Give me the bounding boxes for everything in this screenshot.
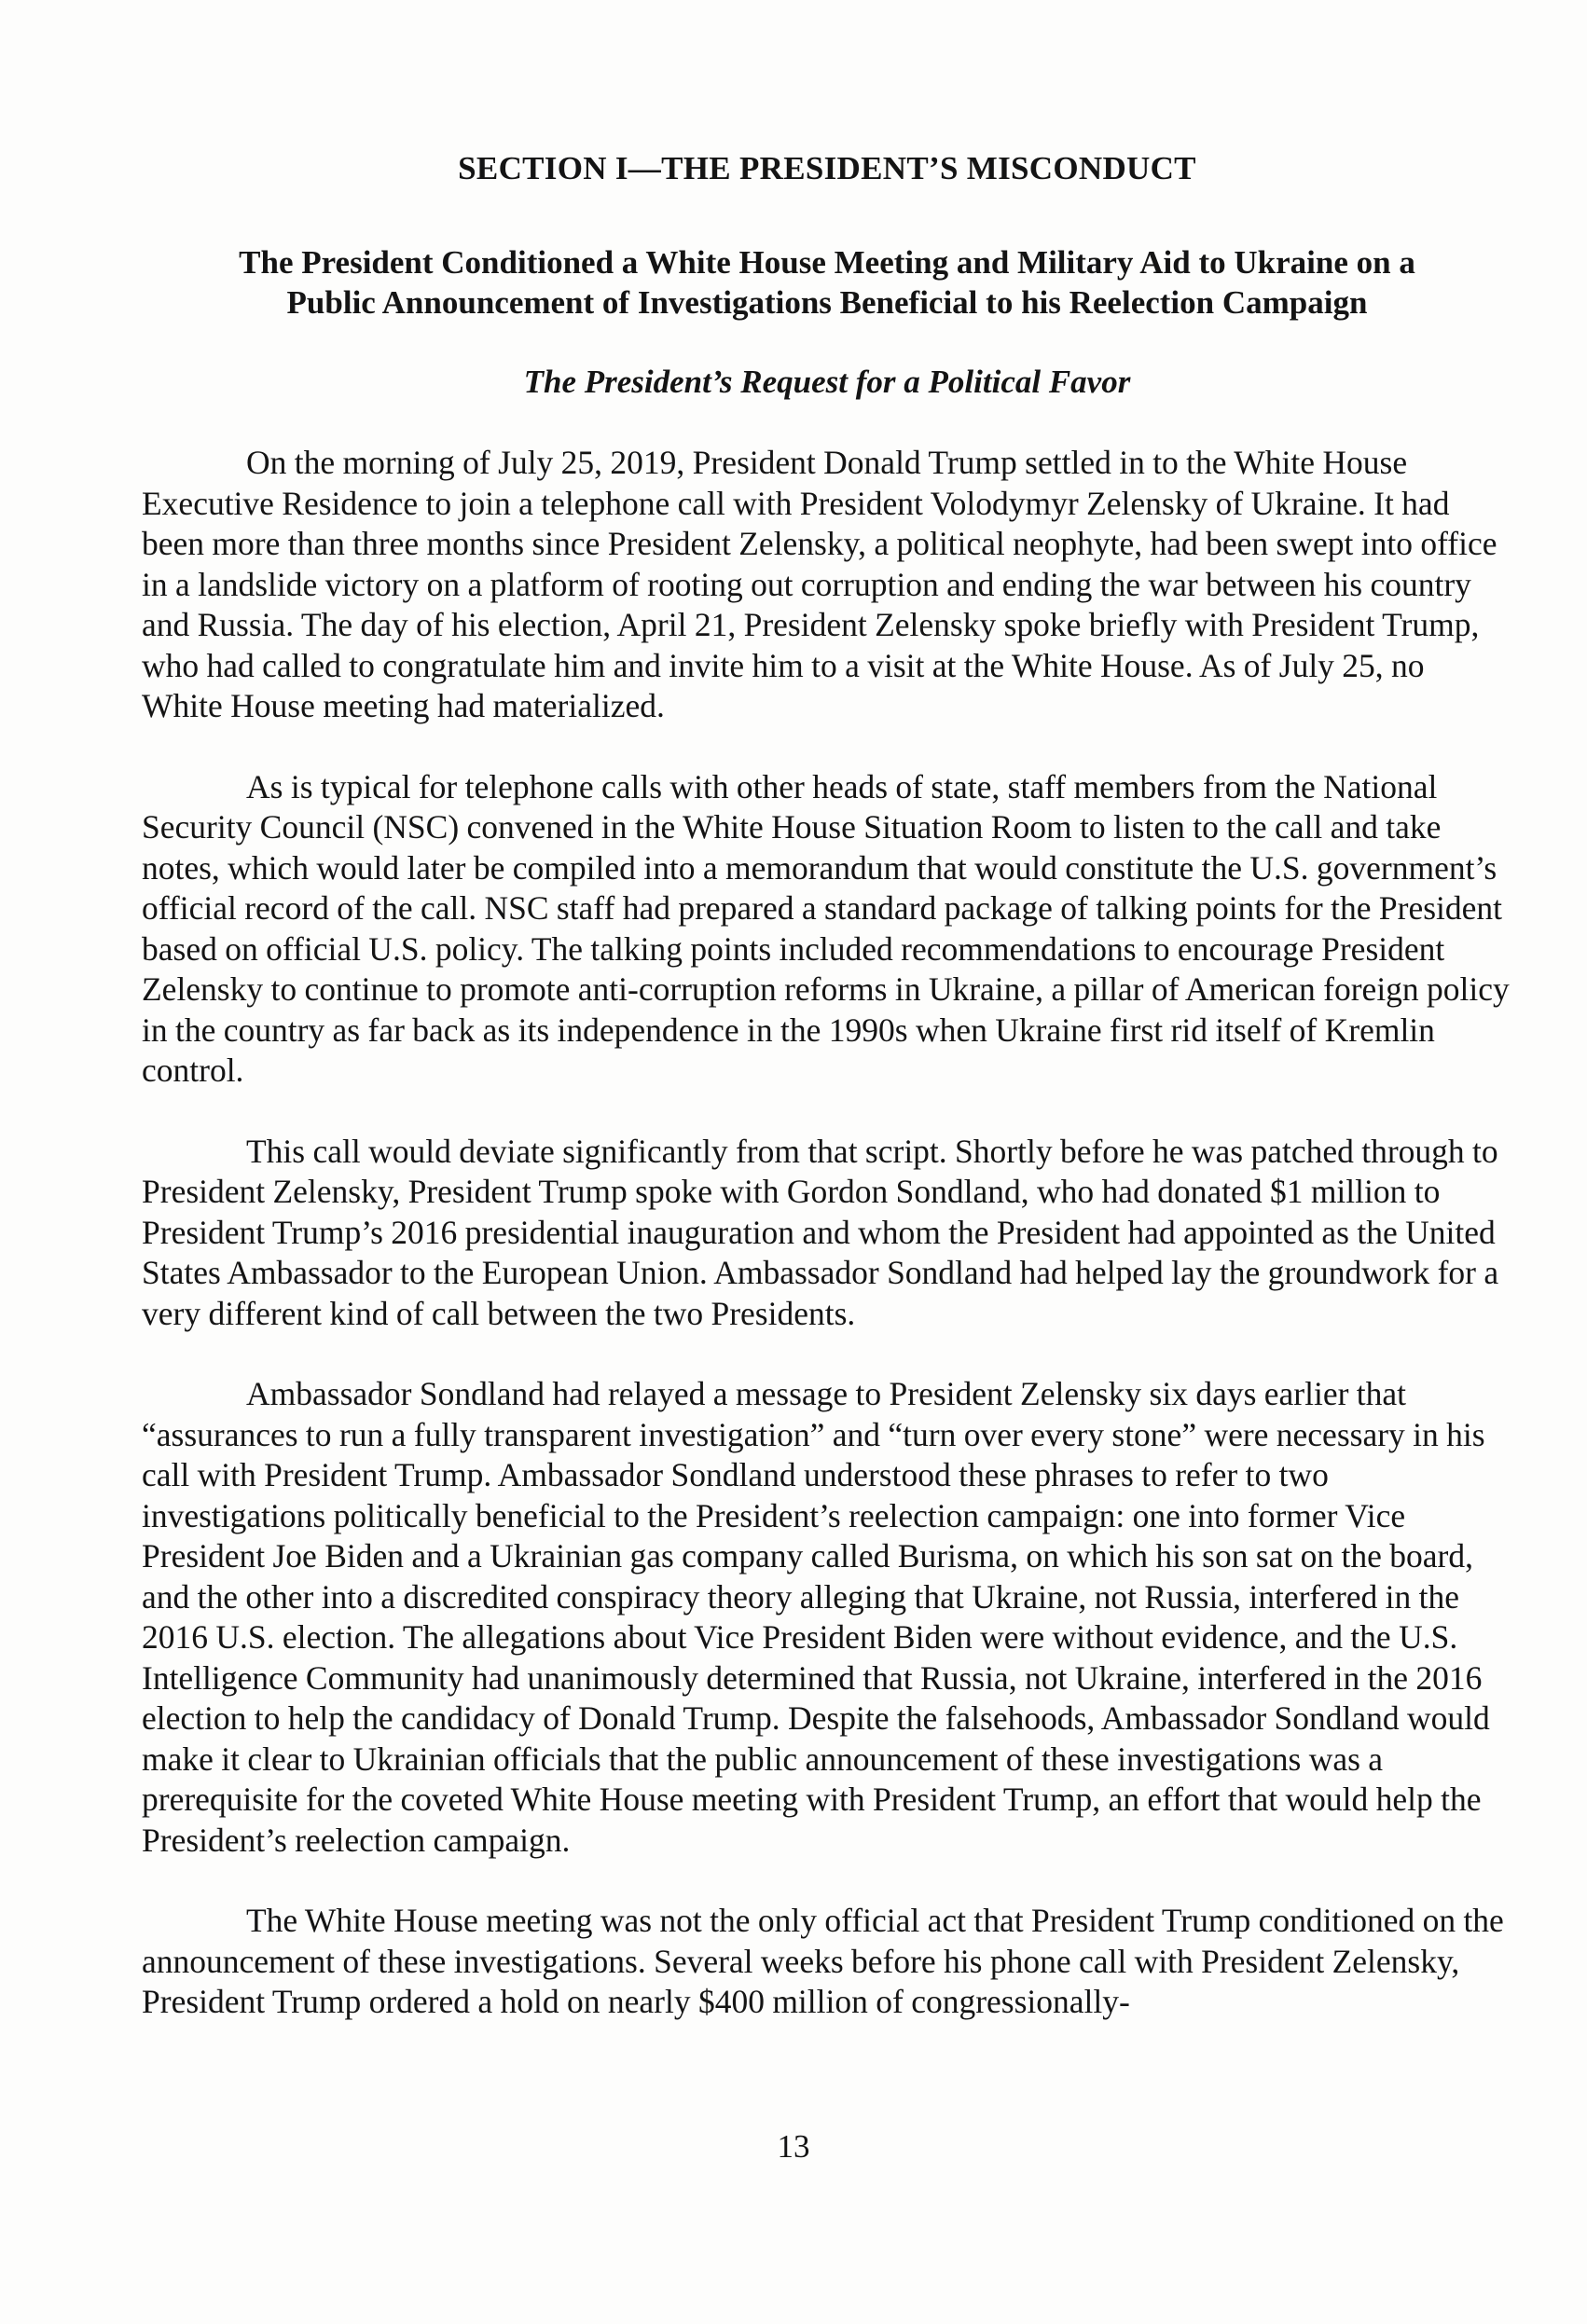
page-number: 13 (777, 2128, 810, 2165)
subheading-line-2: Public Announcement of Investigations Beneficial to his Reelection Campaign (286, 284, 1368, 321)
paragraph-4: Ambassador Sondland had relayed a message to President Zelensky six days earlier that “assurances to run a fully transparent investigation” and “turn over every stone” were necessary in his call with President Trump. Ambassador Sondland understood these phrases to refer to two investigations politically beneficial to the President’s reelection campaign: one into former Vice President Joe Biden and a Ukrainian gas company called Burisma, on which his son sat on the board, and the other into a discredited conspiracy theory alleging that Ukraine, not Russia, interfered in the 2016 U.S. election. The allegations about Vice President Biden were without evidence, and the U.S. Intelligence Community had unanimously determined that Russia, not Ukraine, interfered in the 2016 election to help the candidacy of Donald Trump. Despite the falsehoods, Ambassador Sondland would make it clear to Ukrainian officials that the public announcement of these investigations was a prerequisite for the coveted White House meeting with President Trump, an effort that would help the President’s reelection campaign. (142, 1375, 1490, 1859)
paragraph-1: On the morning of July 25, 2019, President Donald Trump settled in to the White House Executive Residence to join a telephone call with President Volodymyr Zelensky of Ukraine. It had been more than three months since President Zelensky, a political neophyte, had been swept into office in a landslide victory on a platform of rooting out corruption and ending the war between his country and Russia. The day of his election, April 21, President Zelensky spoke briefly with President Trump, who had called to congratulate him and invite him to a visit at the White House. As of July 25, no White House meeting had materialized. (142, 444, 1497, 724)
section-heading: SECTION I—THE PRESIDENT’S MISCONDUCT (458, 150, 1196, 186)
paragraph-3: This call would deviate significantly from that script. Shortly before he was patched through to President Zelensky, President Trump spoke with Gordon Sondland, who had donated $1 million to President Trump’s 2016 presidential inauguration and whom the President had appointed as the United States Ambassador to the European Union. Ambassador Sondland had helped lay the groundwork for a very different kind of call between the two Presidents. (142, 1132, 1499, 1332)
subheading (142, 242, 1512, 323)
subheading-line-1: The President Conditioned a White House Meeting and Military Aid to Ukraine on a (239, 244, 1415, 281)
subtitle: The President’s Request for a Political Favor (523, 364, 1131, 400)
paragraph-5: The White House meeting was not the only official act that President Trump conditioned on the announcement of these investigations. Several weeks before his phone call with President Zelensky, President Trump ordered a hold on nearly $400 million of congressionally- (142, 1902, 1504, 2020)
paragraph-2: As is typical for telephone calls with other heads of state, staff members from the National Security Council (NSC) convened in the White House Situation Room to listen to the call and take notes, which would later be compiled into a memorandum that would constitute the U.S. government’s official record of the call. NSC staff had prepared a standard package of talking points for the President based on official U.S. policy. The talking points included recommendations to encourage President Zelensky to continue to promote anti-corruption reforms in Ukraine, a pillar of American foreign policy in the country as far back as its independence in the 1990s when Ukraine first rid itself of Kremlin control. (142, 767, 1510, 1089)
page-content (142, 149, 1512, 2023)
